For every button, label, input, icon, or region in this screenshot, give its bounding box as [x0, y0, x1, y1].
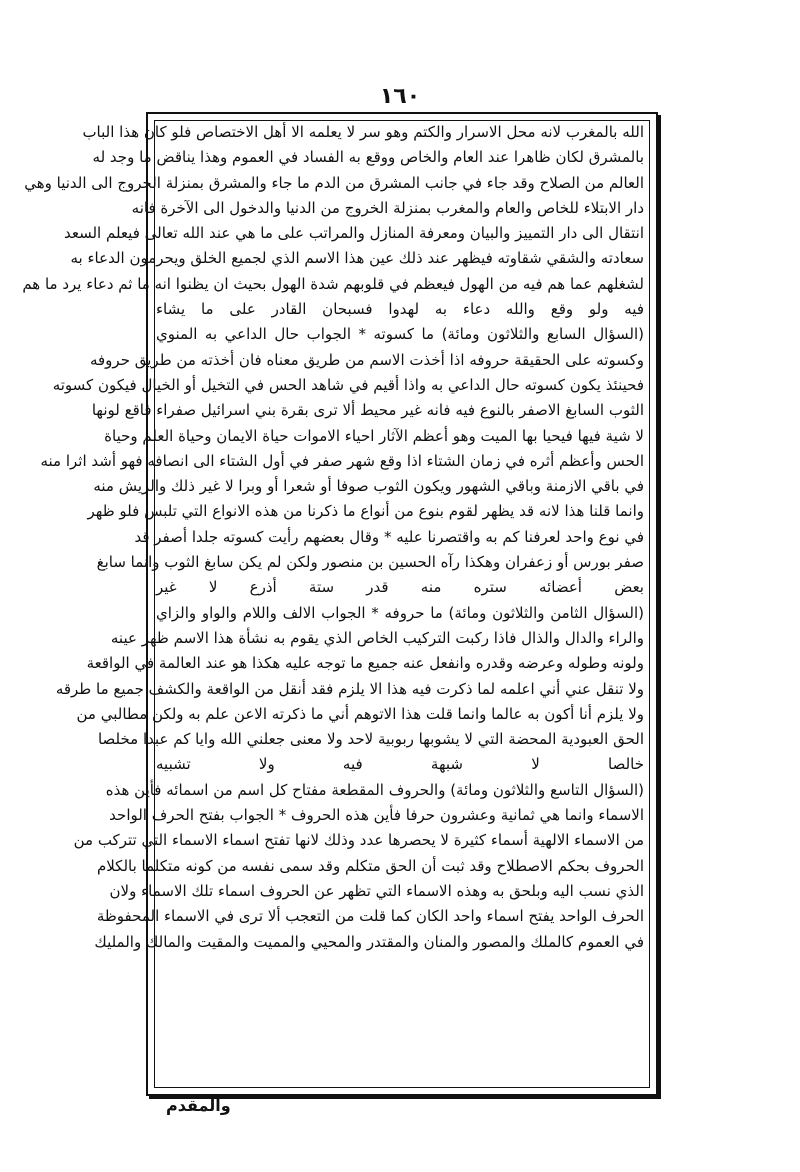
text-line: لشغلهم عما هم فيه من الهول فيعظم في قلوبهم شدة الهول بحيث ان يظنوا انه ما ثم دعاء يرد ما هم — [22, 274, 644, 293]
text-line: (السؤال التاسع والثلاثون ومائة) والحروف المقطعة مفتاح كل اسم من اسمائه فأين هذه — [105, 780, 644, 799]
text-line: ولونه وطوله وعرضه وقدره وانفعل عنه جميع ما توجه عليه هكذا هو عند العالمة في الواقعة — [86, 654, 644, 673]
text-line: من الاسماء الالهية أسماء كثيرة لا يحصرها عدد وذلك لانها تفتح اسماء الاسماء التي تتركب من — [73, 831, 644, 850]
text-line: خالصا لا شبهة فيه ولا تشبيه — [156, 755, 644, 774]
text-line: العالم من الصلاح وقد جاء في جانب المشرق من الدم ما جاء والمشرق بمنزلة الخروج الى الدنيا وهي — [24, 173, 644, 192]
text-line: الاسماء وانما هي ثمانية وعشرون حرفا فأين هذه الحروف * الجواب بفتح الحرف الواحد — [109, 806, 644, 825]
text-line: الثوب السابغ الاصفر بالنوع فيه فانه غير محيط ألا ترى بقرة بني اسرائيل صفراء فاقع لونها — [91, 401, 644, 420]
text-line: الله بالمغرب لانه محل الاسرار والكتم وهو سر لا يعلمه الا أهل الاختصاص فلو كان هذا الباب — [82, 123, 644, 141]
text-line: ولا تنقل عني أني اعلمه لما ذكرت فيه هذا الا يلزم فقد أنقل من الواقعة والكشف جميع ما طرقه — [55, 679, 644, 698]
text-line: سعادته والشقي شقاوته فيظهر عند ذلك عين هذا الاسم الذي لجميع الخلق ويحرمون الدعاء به — [70, 249, 644, 268]
text-line: انتقال الى دار التمييز والبيان ومعرفة المنازل والمراتب على ما هي عند الله تعالى فيعلم السعد — [63, 224, 644, 243]
text-line: في العموم كالملك والمصور والمنان والمقتدر والمحيي والمميت والمقيت والمالك والمليك — [94, 932, 644, 951]
text-line: الحروف بحكم الاصطلاح وقد ثبت أن الحق متكلم وقد سمى نفسه من كونه متكلما بالكلام — [96, 856, 644, 875]
text-line: (السؤال الثامن والثلاثون ومائة) ما حروفه * الجواب الالف واللام والواو والزاي — [156, 603, 644, 622]
text-line: صفر بورس أو زعفران وهكذا رآه الحسين بن منصور ولكن لم يكن سابغ الثوب وانما سابغ — [96, 553, 644, 572]
text-line: في نوع واحد لعرفنا كم به واقتصرنا عليه * وقال بعضهم رأيت كسوته جلدا أصفر قد — [134, 527, 644, 546]
text-line: والراء والدال والذال فاذا ركبت التركيب الخاص الذي يقوم به نشأة هذا الاسم ظهر عينه — [110, 628, 644, 647]
body-text — [22, 120, 644, 955]
text-line: وكسوته على الحقيقة حروفه اذا أخذت الاسم من طريق معناه فان أخذته من طريق حروفه — [89, 350, 644, 369]
page-number: ١٦٠ — [379, 84, 421, 109]
text-line: الذي نسب اليه وبلحق به وهذه الاسماء التي تظهر عن الحروف اسماء تلك الاسماء ولان — [109, 881, 644, 900]
text-line: الحرف الواحد يفتح اسماء واحد الكان كما قلت من التعجب ألا ترى في الاسماء المحفوظة — [96, 907, 644, 926]
text-line: دار الابتلاء للخاص والعام والمغرب بمنزلة الخروج من الدنيا والدخول الى الآخرة فانه — [131, 198, 644, 217]
text-line: فحينئذ يكون كسوته حال الداعي به واذا أقيم في شاهد الحس في التخيل أو الخيال فيكون كسوته — [52, 375, 644, 394]
text-line: بالمشرق لكان ظاهرا عند العام والخاص ووقع به الفساد في العموم وهذا يناقض ما وجد له — [92, 148, 644, 167]
text-line: لا شية فيها فيحيا بها الميت وهو أعظم الآثار احياء الاموات حياة الايمان وحياة العلم وحياة — [104, 426, 644, 445]
text-line: وانما قلنا هذا لانه قد يظهر لقوم بنوع من أنواع ما ذكرنا من هذه الانواع التي تلبس فلو ظهر — [87, 502, 644, 521]
text-line: بعض أعضائه ستره منه قدر ستة أذرع لا غير — [156, 578, 644, 597]
catchword: والمقدم — [166, 1096, 231, 1115]
text-line: ولا يلزم أنا أكون به عالما وانما قلت هذا الاتوهم أني ما ذكرته الاعن علم به ولكن مطالبي من — [76, 704, 644, 723]
text-line: الحس وأعظم أثره في زمان الشتاء اذا وقع شهر صفر في أول الشتاء الى انصافه فهو أشد اثرا منه — [40, 451, 644, 470]
text-line: في باقي الازمنة وباقي الشهور ويكون الثوب صوفا أو شعرا أو وبرا لا غير ذلك والريش منه — [93, 477, 644, 496]
text-line: الحق العبودية المحضة التي لا يشوبها ربوبية لاحد ولا معنى جعلني الله وايا كم عبدا مخلصا — [97, 730, 644, 749]
text-line: (السؤال السابع والثلاثون ومائة) ما كسوته * الجواب حال الداعي به المنوي — [156, 325, 644, 344]
text-line: فيه ولو وقع والله دعاء به لهدوا فسبحان القادر على ما يشاء — [156, 300, 644, 319]
